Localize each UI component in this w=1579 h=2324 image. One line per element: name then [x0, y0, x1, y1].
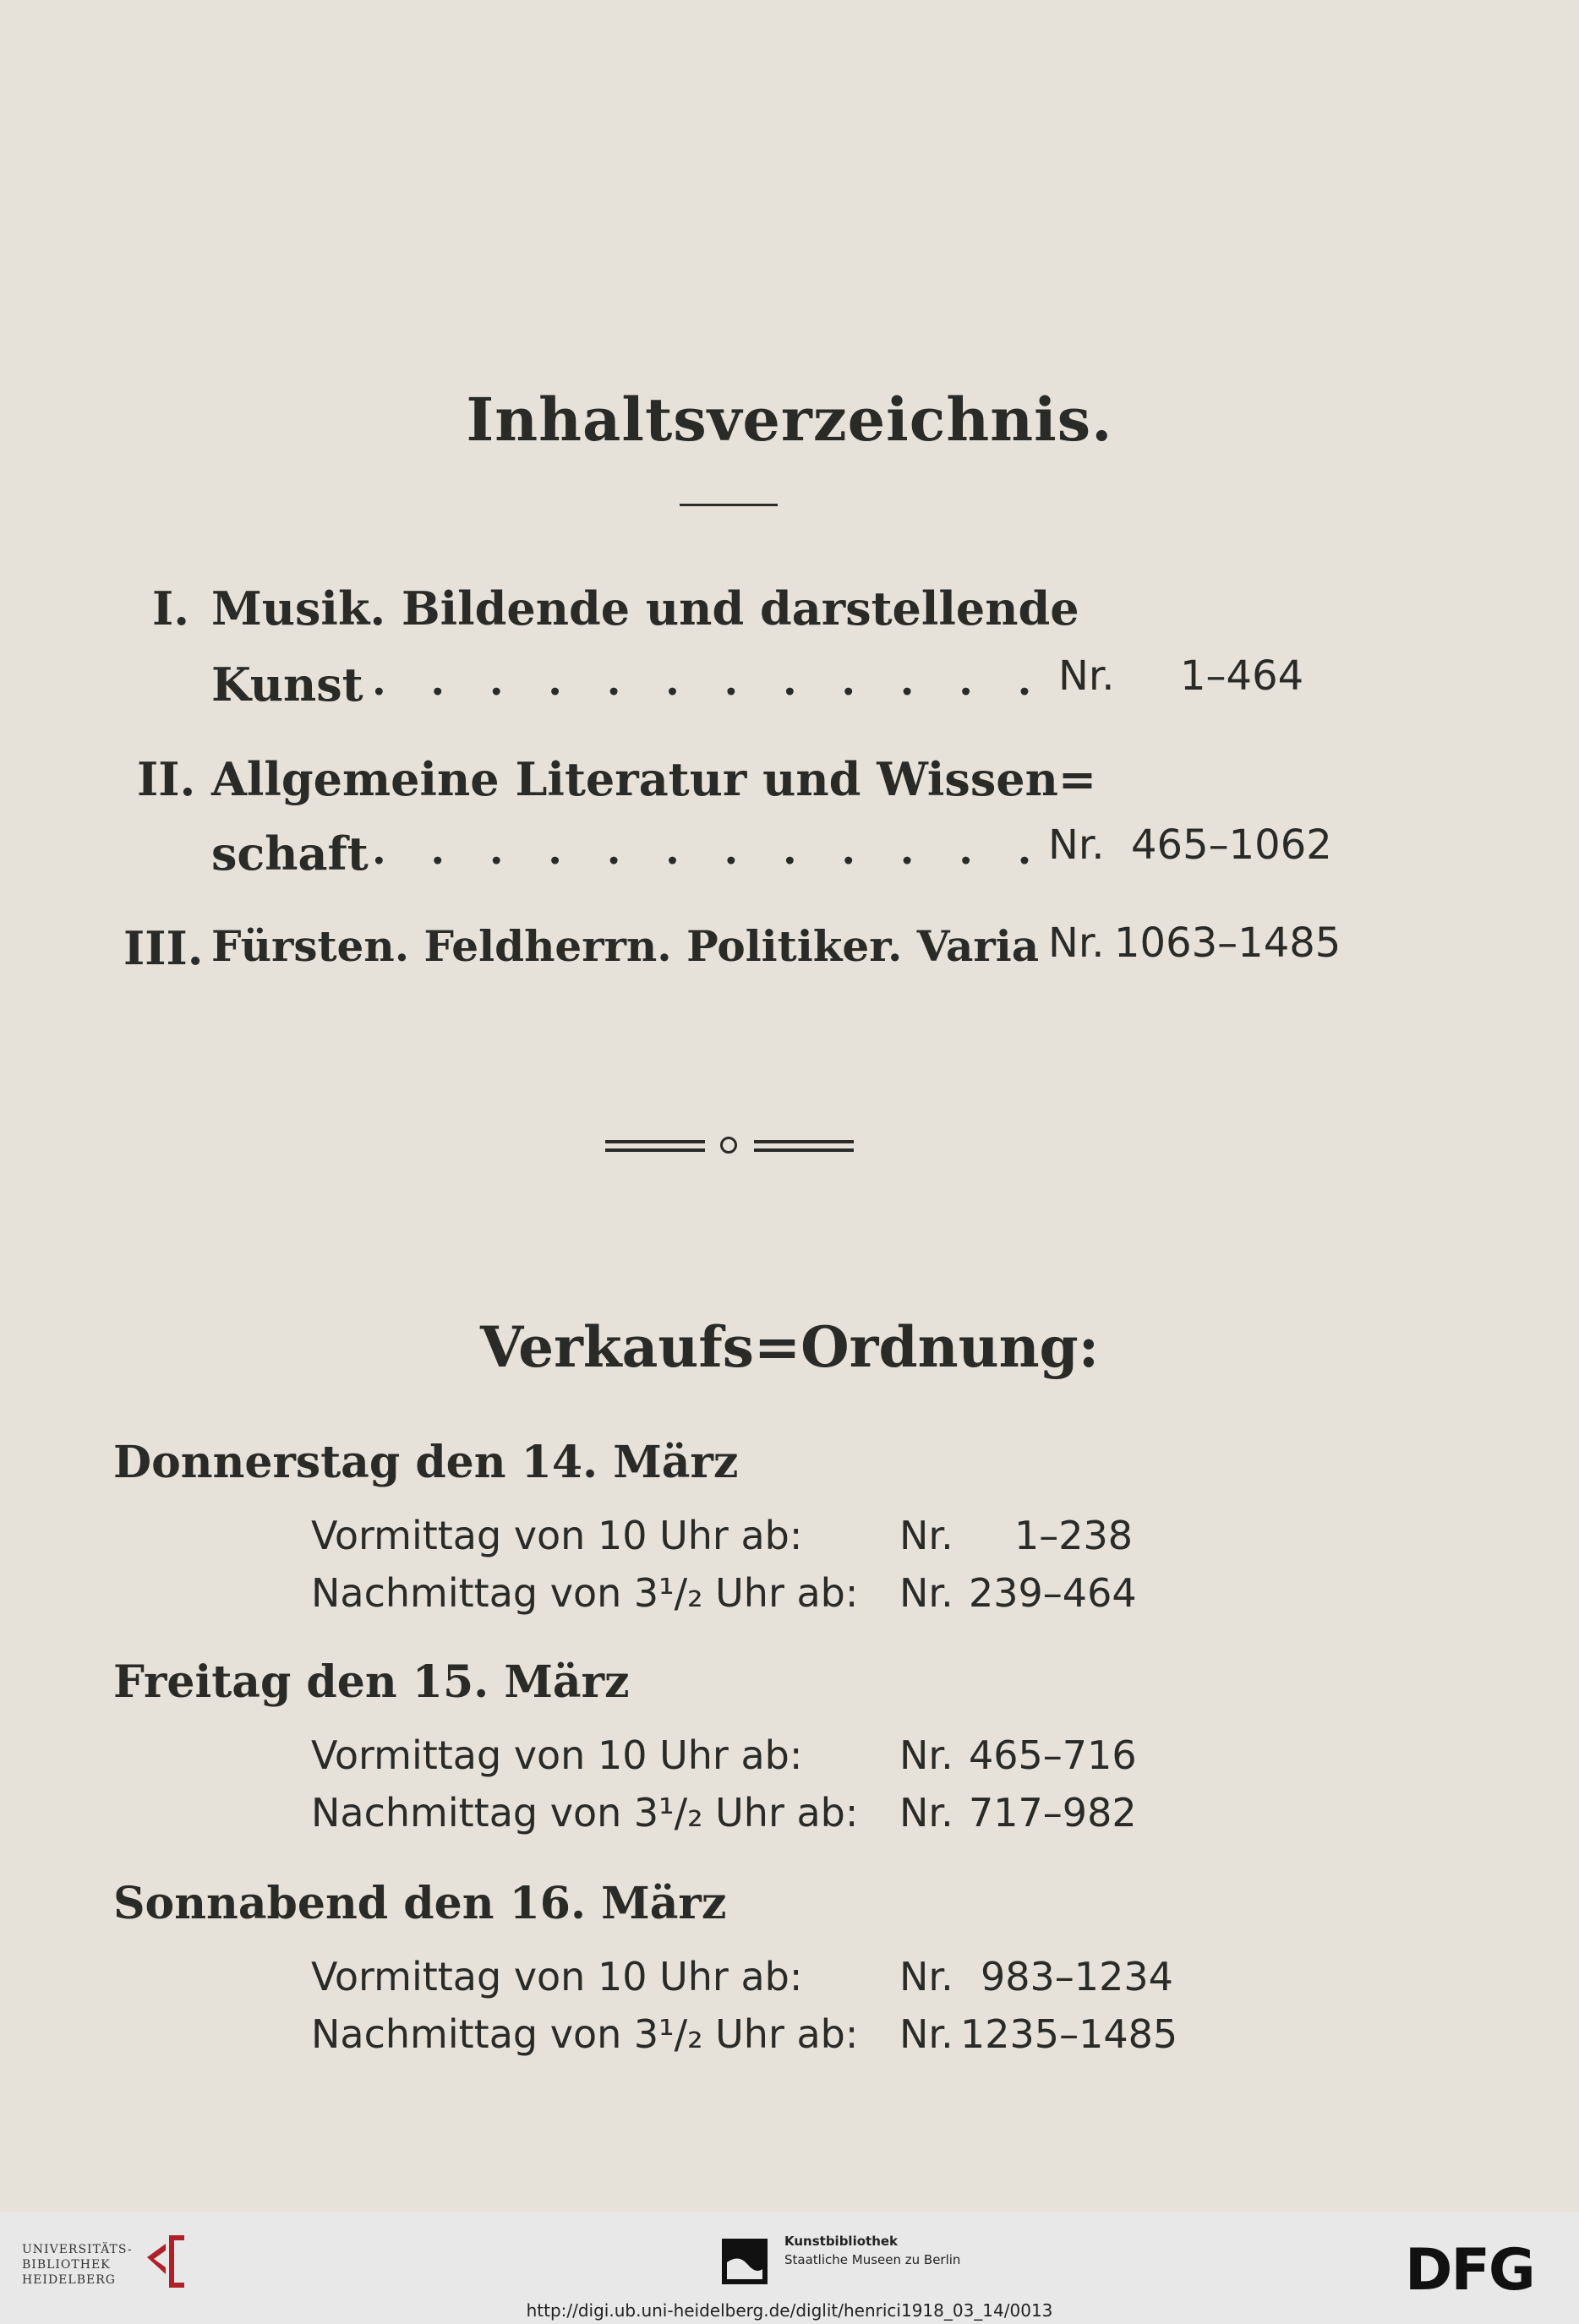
toc-range: 1063–1485 — [1114, 919, 1341, 967]
toc-entry-2-line2: schaft — [211, 826, 369, 881]
slot-nr-label: Nr. — [899, 1732, 953, 1778]
title-rule — [680, 504, 778, 506]
toc-entry-1-line1: Musik. Bildende und darstellende — [211, 581, 1079, 636]
ub-line: UNIVERSITÄTS- — [22, 2243, 133, 2256]
permalink-url[interactable]: http://digi.ub.uni-heidelberg.de/diglit/henrici1918_03_14/0013 — [526, 2300, 1053, 2321]
slot-nr-label: Nr. — [899, 1954, 953, 1999]
toc-entry-1-line2: Kunst — [211, 657, 363, 712]
slot-label: Vormittag von 10 Uhr ab: — [311, 1954, 803, 1999]
kb-subtitle: Staatliche Museen zu Berlin — [784, 2252, 961, 2267]
ub-heidelberg-logo-icon[interactable] — [144, 2232, 188, 2291]
slot-range: 1–238 — [1014, 1513, 1134, 1558]
slot-label: Nachmittag von 3¹/₂ Uhr ab: — [311, 1570, 859, 1616]
sale-title: Verkaufs=Ordnung: — [479, 1314, 1100, 1380]
slot-label: Vormittag von 10 Uhr ab: — [311, 1513, 803, 1558]
slot-nr-label: Nr. — [899, 1513, 953, 1558]
slot-nr-label: Nr. — [899, 1790, 953, 1836]
toc-range: 465–1062 — [1131, 821, 1332, 869]
kb-title: Kunstbibliothek — [784, 2234, 899, 2249]
ornament-ring-icon — [720, 1137, 737, 1154]
sale-day-2: Freitag den 15. März — [113, 1656, 630, 1708]
toc-entry-2-line1: Allgemeine Literatur und Wissen= — [211, 752, 1097, 806]
ornament-bar — [754, 1148, 854, 1152]
divider-ornament — [605, 1137, 855, 1159]
sale-day-1: Donnerstag den 14. März — [113, 1437, 739, 1488]
toc-title: Inhaltsverzeichnis. — [466, 385, 1113, 455]
dfg-logo[interactable]: DFG — [1405, 2237, 1534, 2304]
toc-leader-dots: . . . . . . . . . . . . — [372, 826, 1047, 874]
kunstbibliothek-label — [784, 2232, 960, 2269]
ornament-bar — [605, 1148, 705, 1152]
toc-entry-3-line1: Fürsten. Feldherrn. Politiker. Varia — [211, 921, 1040, 971]
kunstbibliothek-logo-icon[interactable] — [722, 2239, 768, 2284]
ornament-bar — [754, 1140, 854, 1143]
slot-nr-label: Nr. — [899, 2011, 953, 2057]
toc-numeral-2: II. — [137, 752, 196, 806]
toc-nr-label: Nr. — [1048, 821, 1105, 869]
slot-range: 465–716 — [969, 1732, 1137, 1778]
slot-label: Nachmittag von 3¹/₂ Uhr ab: — [311, 2011, 859, 2057]
slot-nr-label: Nr. — [899, 1570, 953, 1616]
ub-heidelberg-label — [22, 2242, 133, 2288]
toc-range: 1–464 — [1180, 652, 1304, 700]
slot-range: 983–1234 — [981, 1954, 1173, 1999]
slot-range: 1235–1485 — [960, 2011, 1178, 2057]
ornament-bar — [605, 1140, 705, 1143]
toc-numeral-1: I. — [152, 581, 190, 636]
ub-line: HEIDELBERG — [22, 2273, 116, 2287]
sale-day-3: Sonnabend den 16. März — [113, 1878, 727, 1929]
slot-label: Nachmittag von 3¹/₂ Uhr ab: — [311, 1790, 859, 1836]
toc-leader-dots: . . . . . . . . . . . . — [372, 657, 1047, 705]
toc-nr-label: Nr. — [1058, 652, 1115, 700]
slot-range: 717–982 — [969, 1790, 1137, 1836]
slot-label: Vormittag von 10 Uhr ab: — [311, 1732, 803, 1778]
toc-numeral-3: III. — [123, 921, 204, 975]
toc-nr-label: Nr. — [1048, 919, 1105, 967]
slot-range: 239–464 — [969, 1570, 1137, 1616]
ub-line: BIBLIOTHEK — [22, 2258, 111, 2272]
